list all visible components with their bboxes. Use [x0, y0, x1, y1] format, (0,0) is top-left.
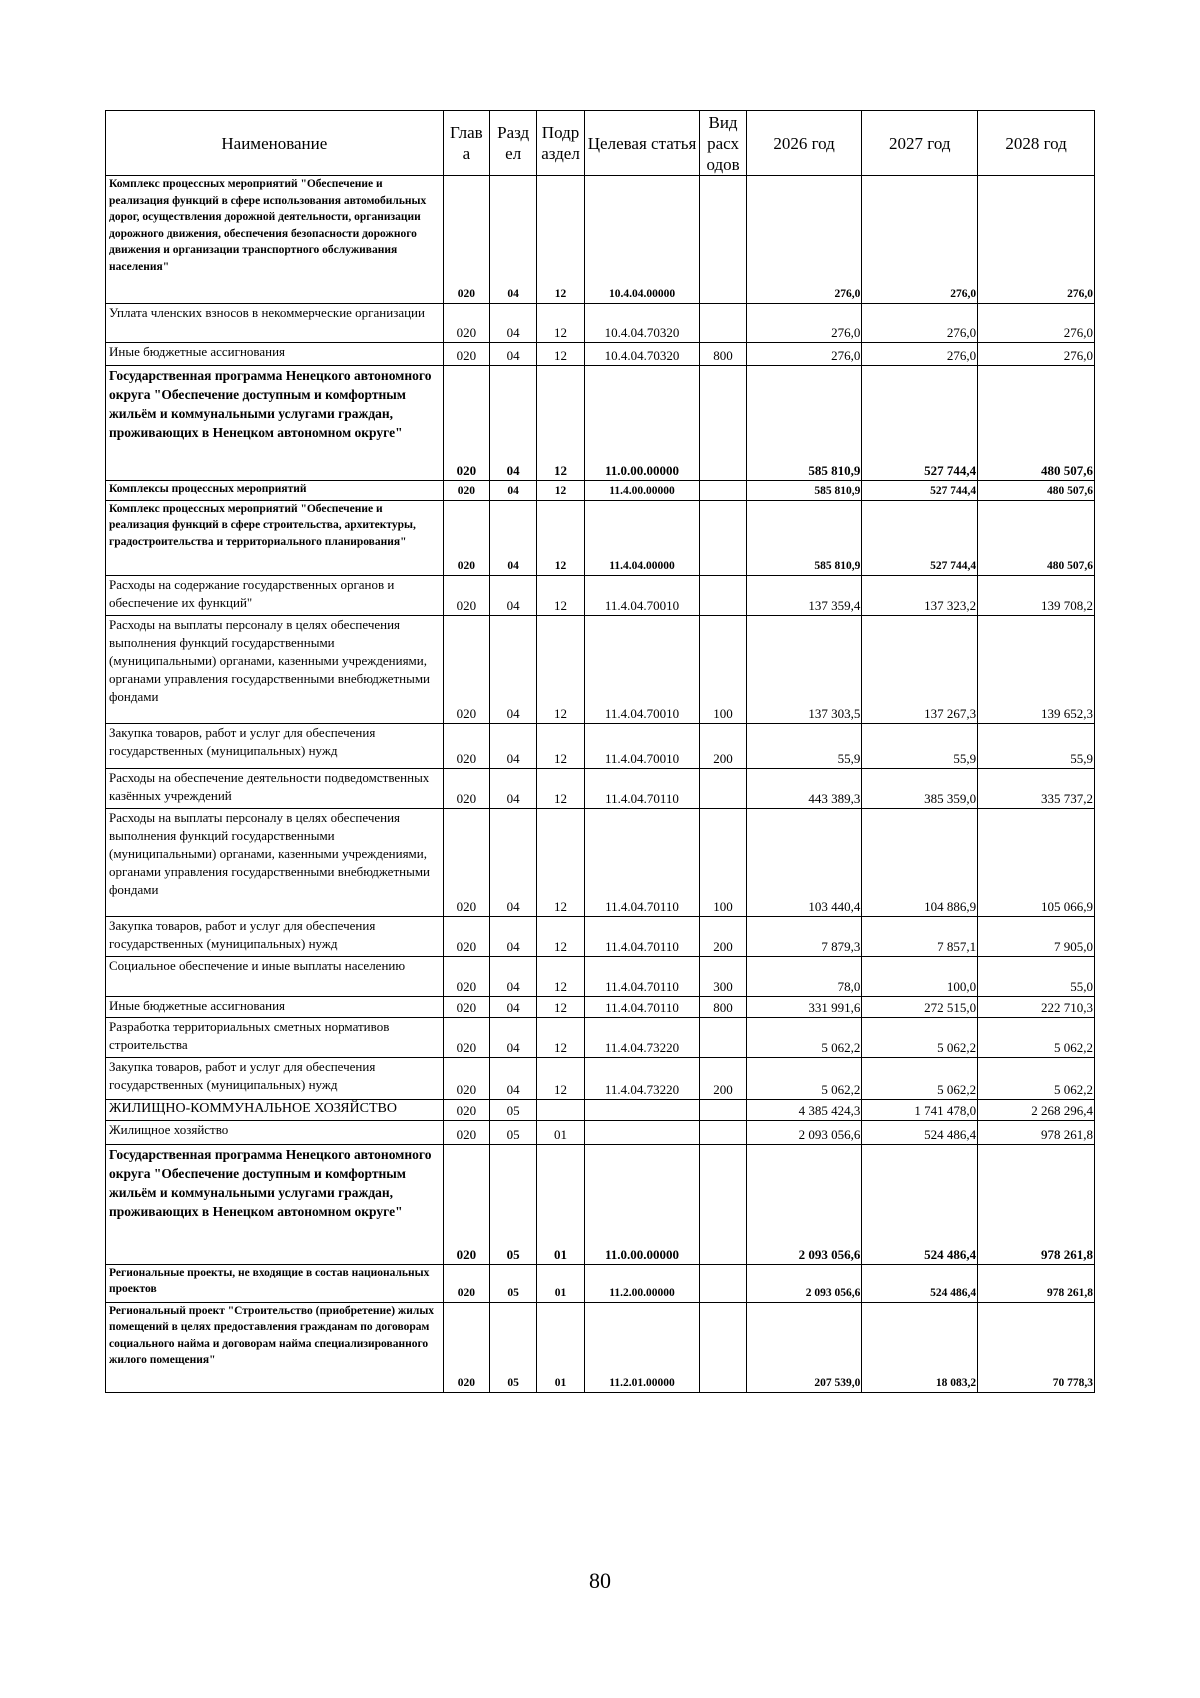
cell-y2028: 222 710,3 — [978, 996, 1095, 1017]
cell-kind — [700, 481, 746, 501]
cell-y2026: 78,0 — [746, 956, 862, 996]
cell-kind: 800 — [700, 996, 746, 1017]
cell-y2028: 105 066,9 — [978, 808, 1095, 916]
cell-y2028: 335 737,2 — [978, 768, 1095, 808]
cell-y2027: 55,9 — [862, 723, 978, 768]
cell-razdel: 04 — [490, 916, 537, 956]
cell-kind: 800 — [700, 343, 746, 366]
cell-name: Закупка товаров, работ и услуг для обеспечения государственных (муниципальных) нужд — [106, 723, 444, 768]
cell-podrazdel: 12 — [537, 723, 584, 768]
cell-target: 11.2.00.00000 — [584, 1264, 700, 1302]
table-row — [106, 1099, 1095, 1120]
cell-podrazdel: 12 — [537, 500, 584, 575]
cell-y2028: 7 905,0 — [978, 916, 1095, 956]
cell-target — [584, 1099, 700, 1120]
table-row — [106, 1057, 1095, 1099]
cell-podrazdel: 01 — [537, 1120, 584, 1144]
cell-kind — [700, 1144, 746, 1264]
cell-glava: 020 — [443, 176, 489, 304]
table-header-row — [106, 111, 1095, 176]
table-row — [106, 176, 1095, 304]
cell-kind: 300 — [700, 956, 746, 996]
table-row — [106, 343, 1095, 366]
cell-y2026: 7 879,3 — [746, 916, 862, 956]
cell-y2026: 137 359,4 — [746, 575, 862, 615]
cell-name: Государственная программа Ненецкого автономного округа "Обеспечение доступным и комфортным жильём и коммунальными услугами граждан, проживающих в Ненецком автономном округе" — [106, 366, 444, 481]
cell-razdel: 04 — [490, 176, 537, 304]
cell-razdel: 04 — [490, 366, 537, 481]
cell-razdel: 04 — [490, 996, 537, 1017]
cell-target: 11.4.04.70010 — [584, 723, 700, 768]
cell-kind — [700, 500, 746, 575]
cell-y2026: 137 303,5 — [746, 615, 862, 723]
cell-glava: 020 — [443, 1017, 489, 1057]
cell-razdel: 04 — [490, 808, 537, 916]
cell-razdel: 04 — [490, 723, 537, 768]
cell-razdel: 05 — [490, 1144, 537, 1264]
cell-y2028: 55,0 — [978, 956, 1095, 996]
cell-y2026: 5 062,2 — [746, 1057, 862, 1099]
cell-glava: 020 — [443, 575, 489, 615]
cell-glava: 020 — [443, 1057, 489, 1099]
cell-glava: 020 — [443, 1264, 489, 1302]
cell-y2026: 276,0 — [746, 343, 862, 366]
cell-y2027: 276,0 — [862, 304, 978, 343]
cell-y2026: 276,0 — [746, 176, 862, 304]
cell-target: 11.4.04.70110 — [584, 808, 700, 916]
table-row — [106, 615, 1095, 723]
cell-y2027: 527 744,4 — [862, 366, 978, 481]
cell-y2028: 5 062,2 — [978, 1057, 1095, 1099]
cell-name: Региональные проекты, не входящие в состав национальных проектов — [106, 1264, 444, 1302]
cell-podrazdel: 12 — [537, 1057, 584, 1099]
cell-target: 11.4.04.73220 — [584, 1057, 700, 1099]
cell-glava: 020 — [443, 808, 489, 916]
cell-kind — [700, 1099, 746, 1120]
cell-y2027: 385 359,0 — [862, 768, 978, 808]
cell-glava: 020 — [443, 500, 489, 575]
cell-podrazdel: 12 — [537, 808, 584, 916]
cell-y2028: 2 268 296,4 — [978, 1099, 1095, 1120]
table-row — [106, 996, 1095, 1017]
cell-kind — [700, 304, 746, 343]
cell-target — [584, 1120, 700, 1144]
cell-target: 10.4.04.70320 — [584, 304, 700, 343]
table-row — [106, 916, 1095, 956]
cell-y2027: 137 323,2 — [862, 575, 978, 615]
cell-target: 11.2.01.00000 — [584, 1302, 700, 1392]
cell-podrazdel: 12 — [537, 481, 584, 501]
cell-razdel: 04 — [490, 481, 537, 501]
cell-name: Региональный проект "Строительство (приобретение) жилых помещений в целях предоставления гражданам по договорам социального найма и договорам найма специализированного жилого помещения" — [106, 1302, 444, 1392]
cell-kind: 100 — [700, 808, 746, 916]
cell-target: 11.4.04.70110 — [584, 956, 700, 996]
cell-y2027: 524 486,4 — [862, 1144, 978, 1264]
cell-y2028: 139 708,2 — [978, 575, 1095, 615]
cell-y2027: 5 062,2 — [862, 1017, 978, 1057]
cell-y2027: 524 486,4 — [862, 1120, 978, 1144]
cell-podrazdel: 01 — [537, 1302, 584, 1392]
cell-target: 11.0.00.00000 — [584, 1144, 700, 1264]
cell-y2027: 5 062,2 — [862, 1057, 978, 1099]
header-2028: 2028 год — [978, 111, 1095, 176]
cell-y2028: 978 261,8 — [978, 1144, 1095, 1264]
table-row — [106, 768, 1095, 808]
cell-podrazdel: 12 — [537, 575, 584, 615]
cell-kind — [700, 1017, 746, 1057]
cell-y2027: 104 886,9 — [862, 808, 978, 916]
table-row — [106, 1264, 1095, 1302]
cell-kind: 200 — [700, 916, 746, 956]
cell-kind — [700, 575, 746, 615]
cell-podrazdel — [537, 1099, 584, 1120]
cell-glava: 020 — [443, 723, 489, 768]
cell-y2028: 480 507,6 — [978, 500, 1095, 575]
cell-kind — [700, 1120, 746, 1144]
cell-name: Жилищное хозяйство — [106, 1120, 444, 1144]
cell-kind: 200 — [700, 1057, 746, 1099]
cell-y2026: 2 093 056,6 — [746, 1120, 862, 1144]
header-glava: Глав а — [443, 111, 489, 176]
cell-razdel: 05 — [490, 1264, 537, 1302]
cell-y2028: 55,9 — [978, 723, 1095, 768]
page-number: 80 — [589, 1568, 611, 1593]
cell-podrazdel: 01 — [537, 1144, 584, 1264]
cell-glava: 020 — [443, 996, 489, 1017]
cell-y2027: 137 267,3 — [862, 615, 978, 723]
cell-name: Комплекс процессных мероприятий "Обеспечение и реализация функций в сфере использования автомобильных дорог, осуществления дорожной деятельности, организации дорожного движения, обеспечения безопасности дорожного движения и организации транспортного обслуживания населения" — [106, 176, 444, 304]
cell-y2026: 585 810,9 — [746, 366, 862, 481]
cell-target: 10.4.04.00000 — [584, 176, 700, 304]
cell-name: Закупка товаров, работ и услуг для обеспечения государственных (муниципальных) нужд — [106, 916, 444, 956]
header-2026: 2026 год — [746, 111, 862, 176]
cell-name: Иные бюджетные ассигнования — [106, 343, 444, 366]
cell-name: Социальное обеспечение и иные выплаты населению — [106, 956, 444, 996]
table-row — [106, 1017, 1095, 1057]
cell-y2026: 585 810,9 — [746, 481, 862, 501]
cell-y2027: 527 744,4 — [862, 481, 978, 501]
cell-name: Уплата членских взносов в некоммерческие организации — [106, 304, 444, 343]
budget-table — [105, 110, 1095, 1393]
cell-target: 11.4.00.00000 — [584, 481, 700, 501]
cell-razdel: 04 — [490, 956, 537, 996]
cell-name: Закупка товаров, работ и услуг для обеспечения государственных (муниципальных) нужд — [106, 1057, 444, 1099]
cell-razdel: 04 — [490, 615, 537, 723]
cell-razdel: 05 — [490, 1099, 537, 1120]
cell-y2026: 443 389,3 — [746, 768, 862, 808]
cell-name: Государственная программа Ненецкого автономного округа "Обеспечение доступным и комфортным жильём и коммунальными услугами граждан, проживающих в Ненецком автономном округе" — [106, 1144, 444, 1264]
cell-glava: 020 — [443, 1302, 489, 1392]
cell-target: 11.4.04.70110 — [584, 996, 700, 1017]
cell-y2026: 2 093 056,6 — [746, 1144, 862, 1264]
cell-glava: 020 — [443, 1120, 489, 1144]
cell-glava: 020 — [443, 615, 489, 723]
cell-name: Комплекс процессных мероприятий "Обеспечение и реализация функций в сфере строительства, архитектуры, градостроительства и территориального планирования" — [106, 500, 444, 575]
cell-podrazdel: 12 — [537, 176, 584, 304]
cell-y2027: 100,0 — [862, 956, 978, 996]
cell-target: 11.4.04.00000 — [584, 500, 700, 575]
cell-glava: 020 — [443, 1099, 489, 1120]
cell-y2027: 272 515,0 — [862, 996, 978, 1017]
cell-target: 11.4.04.73220 — [584, 1017, 700, 1057]
cell-y2027: 524 486,4 — [862, 1264, 978, 1302]
cell-podrazdel: 12 — [537, 956, 584, 996]
cell-y2026: 207 539,0 — [746, 1302, 862, 1392]
header-kind: Вид расх одов — [700, 111, 746, 176]
table-row — [106, 956, 1095, 996]
cell-kind: 200 — [700, 723, 746, 768]
cell-target: 11.4.04.70110 — [584, 768, 700, 808]
cell-y2028: 480 507,6 — [978, 481, 1095, 501]
cell-kind: 100 — [700, 615, 746, 723]
cell-target: 11.4.04.70010 — [584, 615, 700, 723]
table-row — [106, 575, 1095, 615]
cell-razdel: 04 — [490, 304, 537, 343]
cell-glava: 020 — [443, 1144, 489, 1264]
cell-name: Расходы на выплаты персоналу в целях обеспечения выполнения функций государственными (муниципальными) органами, казенными учреждениями, органами управления государственными внебюджетными фондами — [106, 808, 444, 916]
header-target: Целевая статья — [584, 111, 700, 176]
cell-kind — [700, 366, 746, 481]
header-podrazdel: Подр аздел — [537, 111, 584, 176]
cell-razdel: 04 — [490, 1017, 537, 1057]
cell-glava: 020 — [443, 481, 489, 501]
header-2027: 2027 год — [862, 111, 978, 176]
cell-name: Расходы на обеспечение деятельности подведомственных казённых учреждений — [106, 768, 444, 808]
cell-kind — [700, 1302, 746, 1392]
cell-name: Расходы на выплаты персоналу в целях обеспечения выполнения функций государственными (муниципальными) органами, казенными учреждениями, органами управления государственными внебюджетными фондами — [106, 615, 444, 723]
cell-y2026: 55,9 — [746, 723, 862, 768]
cell-podrazdel: 12 — [537, 343, 584, 366]
cell-y2028: 978 261,8 — [978, 1120, 1095, 1144]
cell-glava: 020 — [443, 366, 489, 481]
cell-name: Расходы на содержание государственных органов и обеспечение их функций" — [106, 575, 444, 615]
cell-name: ЖИЛИЩНО-КОММУНАЛЬНОЕ ХОЗЯЙСТВО — [106, 1099, 444, 1120]
table-body — [106, 176, 1095, 1393]
cell-y2027: 276,0 — [862, 343, 978, 366]
table-row — [106, 808, 1095, 916]
cell-razdel: 04 — [490, 500, 537, 575]
cell-razdel: 04 — [490, 343, 537, 366]
cell-glava: 020 — [443, 768, 489, 808]
cell-y2028: 480 507,6 — [978, 366, 1095, 481]
cell-podrazdel: 12 — [537, 304, 584, 343]
cell-y2026: 2 093 056,6 — [746, 1264, 862, 1302]
header-razdel: Разд ел — [490, 111, 537, 176]
cell-y2027: 1 741 478,0 — [862, 1099, 978, 1120]
cell-podrazdel: 12 — [537, 1017, 584, 1057]
cell-y2027: 276,0 — [862, 176, 978, 304]
cell-y2026: 103 440,4 — [746, 808, 862, 916]
cell-y2027: 527 744,4 — [862, 500, 978, 575]
table-row — [106, 500, 1095, 575]
cell-y2028: 276,0 — [978, 343, 1095, 366]
cell-y2028: 5 062,2 — [978, 1017, 1095, 1057]
cell-y2027: 18 083,2 — [862, 1302, 978, 1392]
table-row — [106, 481, 1095, 501]
header-name: Наименование — [106, 111, 444, 176]
cell-podrazdel: 12 — [537, 768, 584, 808]
cell-kind — [700, 176, 746, 304]
table-row — [106, 366, 1095, 481]
cell-target: 11.4.04.70010 — [584, 575, 700, 615]
cell-name: Комплексы процессных мероприятий — [106, 481, 444, 501]
cell-razdel: 04 — [490, 768, 537, 808]
cell-podrazdel: 12 — [537, 615, 584, 723]
table-row — [106, 1120, 1095, 1144]
cell-razdel: 05 — [490, 1302, 537, 1392]
cell-glava: 020 — [443, 343, 489, 366]
cell-target: 11.0.00.00000 — [584, 366, 700, 481]
cell-kind — [700, 1264, 746, 1302]
cell-glava: 020 — [443, 916, 489, 956]
table-row — [106, 1144, 1095, 1264]
cell-podrazdel: 12 — [537, 916, 584, 956]
cell-podrazdel: 12 — [537, 996, 584, 1017]
cell-podrazdel: 12 — [537, 366, 584, 481]
cell-y2026: 5 062,2 — [746, 1017, 862, 1057]
table-row — [106, 304, 1095, 343]
cell-kind — [700, 768, 746, 808]
cell-y2026: 4 385 424,3 — [746, 1099, 862, 1120]
cell-y2026: 331 991,6 — [746, 996, 862, 1017]
cell-razdel: 05 — [490, 1120, 537, 1144]
cell-glava: 020 — [443, 956, 489, 996]
table-row — [106, 1302, 1095, 1392]
cell-razdel: 04 — [490, 575, 537, 615]
cell-y2026: 276,0 — [746, 304, 862, 343]
cell-y2028: 70 778,3 — [978, 1302, 1095, 1392]
cell-podrazdel: 01 — [537, 1264, 584, 1302]
table-row — [106, 723, 1095, 768]
cell-y2026: 585 810,9 — [746, 500, 862, 575]
cell-glava: 020 — [443, 304, 489, 343]
cell-y2028: 276,0 — [978, 176, 1095, 304]
cell-name: Иные бюджетные ассигнования — [106, 996, 444, 1017]
cell-y2028: 276,0 — [978, 304, 1095, 343]
cell-name: Разработка территориальных сметных нормативов строительства — [106, 1017, 444, 1057]
cell-target: 11.4.04.70110 — [584, 916, 700, 956]
cell-y2028: 978 261,8 — [978, 1264, 1095, 1302]
cell-razdel: 04 — [490, 1057, 537, 1099]
cell-target: 10.4.04.70320 — [584, 343, 700, 366]
cell-y2027: 7 857,1 — [862, 916, 978, 956]
cell-y2028: 139 652,3 — [978, 615, 1095, 723]
